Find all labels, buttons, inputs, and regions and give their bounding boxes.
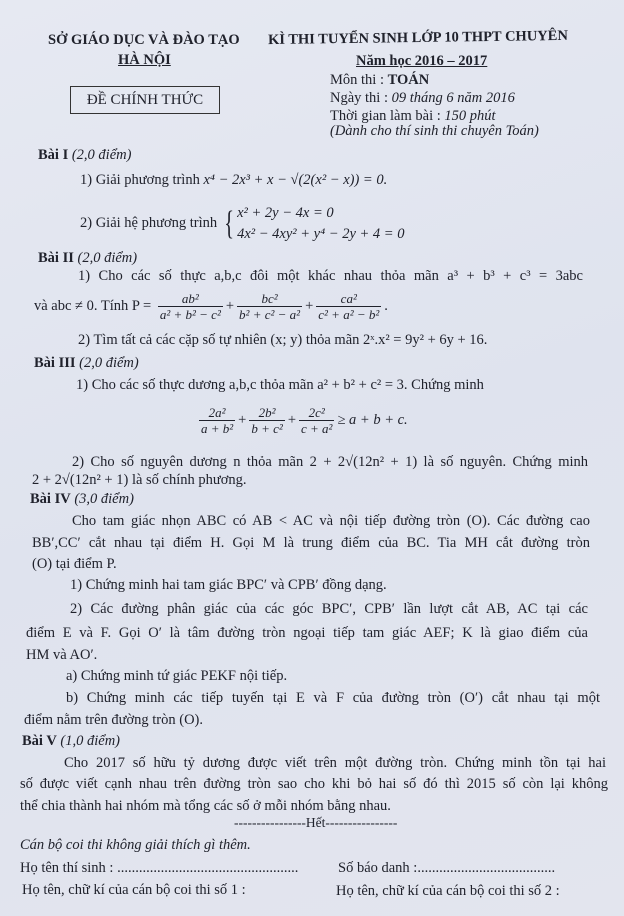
problem-4-qb-line2: điểm nằm trên đường tròn (O). bbox=[24, 712, 204, 728]
problem-3-q1: 1) Cho các số thực dương a,b,c thỏa mãn a² + b² + c² = 3. Chứng minh bbox=[76, 377, 484, 393]
proctor-2-signature: Họ tên, chữ kí của cán bộ coi thi số 2 : bbox=[336, 883, 560, 899]
heading-title: Bài II bbox=[38, 250, 74, 266]
numerator: 2c² bbox=[308, 405, 325, 421]
problem-1-heading bbox=[38, 146, 131, 164]
q-text: và abc ≠ 0. Tính P = bbox=[34, 298, 155, 314]
date-label: Ngày thi : bbox=[330, 90, 392, 106]
brace-icon: { bbox=[224, 204, 234, 242]
problem-5-line3: thể chia thành hai nhóm mà tổng các số ở mỗi nhóm bằng nhau. bbox=[20, 798, 391, 814]
numerator: ca² bbox=[340, 291, 357, 307]
fraction bbox=[199, 405, 235, 436]
problem-1-q1 bbox=[80, 171, 387, 189]
problem-4-q2-line1: 2) Các đường phân giác của các góc BPC′, CPB′ lần lượt cắt AB, AC tại các bbox=[70, 601, 588, 617]
problem-2-q1-line2: và abc ≠ 0. Tính P = $\frac{\text{ab²}}{\text{a² + b² − c²}}$ + $\frac{\text{bc²}}{\text{b² + c² − a²}}$ + $\frac{\text{ca²}}{\text{c² + a² − b²}}$ . bbox=[34, 291, 388, 323]
fraction bbox=[299, 405, 334, 436]
problem-3-heading bbox=[34, 354, 139, 372]
fraction bbox=[249, 405, 284, 436]
problem-3-inequality: $\frac{\text{2a²}}{\text{a + b²}}$ + $\frac{\text{2b²}}{\text{b + c²}}$ + $\frac{\text{2c²}}{\text{c + a²}}$ ≥ a + b + c. bbox=[201, 405, 408, 437]
school-year: Năm học 2016 – 2017 bbox=[356, 53, 488, 69]
heading-points: (2,0 điểm) bbox=[77, 250, 138, 266]
exam-time: 150 phút bbox=[444, 108, 496, 124]
q-label: 1) Giải phương trình bbox=[80, 172, 204, 188]
numerator: 2a² bbox=[208, 405, 226, 421]
problem-4-q1: 1) Chứng minh hai tam giác BPC′ và CPB′ đồng dạng. bbox=[70, 577, 387, 593]
denominator: b + c² bbox=[251, 421, 283, 437]
subject: TOÁN bbox=[387, 72, 430, 88]
heading-title: Bài IV bbox=[30, 491, 71, 507]
problem-5-heading bbox=[22, 732, 120, 750]
exam-note: (Dành cho thí sinh thi chuyên Toán) bbox=[330, 123, 539, 139]
q-label: 2) Giải hệ phương trình bbox=[80, 215, 221, 231]
denominator: b² + c² − a² bbox=[239, 307, 301, 323]
exam-date: 09 tháng 6 năm 2016 bbox=[391, 90, 515, 106]
department-name: SỞ GIÁO DỤC VÀ ĐÀO TẠO bbox=[48, 32, 240, 48]
heading-title: Bài V bbox=[22, 733, 57, 749]
denominator: c² + a² − b² bbox=[318, 307, 380, 323]
time-label: Thời gian làm bài : bbox=[330, 108, 445, 124]
problem-4-q2-line2: điểm E và F. Gọi O′ là tâm đường tròn ngoại tiếp tam giác AEF; K là giao điểm của bbox=[26, 625, 588, 641]
problem-4-p2: BB′,CC′ cắt nhau tại điểm H. Gọi M là trung điểm của BC. Tia MH cắt đường tròn bbox=[32, 535, 590, 551]
candidate-name-field: Họ tên thí sinh : .................................................. bbox=[20, 860, 299, 876]
inequality-rhs: ≥ a + b + c. bbox=[337, 412, 408, 428]
heading-points: (2,0 điểm) bbox=[71, 147, 132, 163]
subject-label: Môn thi : bbox=[330, 72, 388, 88]
problem-3-q2-line2: 2 + 2√(12n² + 1) là số chính phương. bbox=[32, 472, 247, 488]
problem-5-line1: Cho 2017 số hữu tỷ dương được viết trên một đường tròn. Chứng minh tồn tại hai bbox=[64, 755, 606, 771]
problem-2-q2: 2) Tìm tất cả các cặp số tự nhiên (x; y) thỏa mãn 2ˣ.x² = 9y² + 6y + 16. bbox=[78, 332, 488, 348]
denominator: a² + b² − c² bbox=[159, 307, 221, 323]
proctor-1-signature: Họ tên, chữ kí của cán bộ coi thi số 1 : bbox=[22, 882, 246, 898]
fraction bbox=[316, 291, 381, 322]
problem-4-heading bbox=[30, 490, 134, 508]
heading-title: Bài III bbox=[34, 355, 76, 371]
proctor-note: Cán bộ coi thi không giải thích gì thêm. bbox=[20, 837, 251, 853]
problem-4-qb-line1: b) Chứng minh các tiếp tuyến tại E và F của đường tròn (O′) cắt nhau tại một bbox=[66, 690, 600, 706]
equation: x⁴ − 2x³ + x − √(2(x² − x)) = 0. bbox=[203, 172, 388, 188]
official-exam-box: ĐỀ CHÍNH THỨC bbox=[70, 86, 220, 114]
equation-system bbox=[237, 203, 404, 245]
end-marker: ----------------Hết---------------- bbox=[234, 815, 398, 830]
problem-4-p1: Cho tam giác nhọn ABC có AB < AC và nội tiếp đường tròn (O). Các đường cao bbox=[72, 513, 590, 529]
system-eq-1: x² + 2y − 4x = 0 bbox=[237, 204, 334, 221]
problem-1-q2 bbox=[80, 201, 404, 245]
system-eq-2: 4x² − 4xy² + y⁴ − 2y + 4 = 0 bbox=[237, 225, 405, 242]
problem-4-p3: (O) tại điểm P. bbox=[32, 556, 117, 572]
problem-3-q2-line1: 2) Cho số nguyên dương n thỏa mãn 2 + 2√(12n² + 1) là số nguyên. Chứng minh bbox=[72, 454, 588, 470]
exam-title: KÌ THI TUYỂN SINH LỚP 10 THPT CHUYÊN bbox=[267, 27, 568, 49]
numerator: ab² bbox=[181, 291, 199, 307]
subject-line bbox=[330, 71, 429, 89]
fraction bbox=[237, 291, 302, 322]
problem-4-qa: a) Chứng minh tứ giác PEKF nội tiếp. bbox=[66, 668, 288, 684]
date-line bbox=[330, 89, 515, 107]
heading-points: (3,0 điểm) bbox=[74, 491, 134, 507]
numerator: 2b² bbox=[258, 405, 276, 421]
problem-4-q2-line3: HM và AO′. bbox=[26, 647, 98, 663]
denominator: a + b² bbox=[201, 421, 234, 437]
numerator: bc² bbox=[261, 291, 278, 307]
fraction bbox=[158, 291, 223, 322]
problem-5-line2: số được viết cạnh nhau trên đường tròn sao cho khi bỏ hai số đó thì 2015 số còn lại không bbox=[20, 776, 608, 792]
problem-2-q1-line1: 1) Cho các số thực a,b,c đôi một khác nhau thỏa mãn a³ + b³ + c³ = 3abc bbox=[78, 268, 583, 284]
department-city: HÀ NỘI bbox=[118, 52, 171, 68]
heading-title: Bài I bbox=[38, 147, 69, 163]
heading-points: (2,0 điểm) bbox=[79, 355, 139, 371]
problem-2-heading bbox=[38, 249, 137, 267]
denominator: c + a² bbox=[301, 421, 333, 437]
candidate-number-field: Số báo danh :...................................... bbox=[338, 860, 556, 876]
heading-points: (1,0 điểm) bbox=[60, 733, 121, 749]
